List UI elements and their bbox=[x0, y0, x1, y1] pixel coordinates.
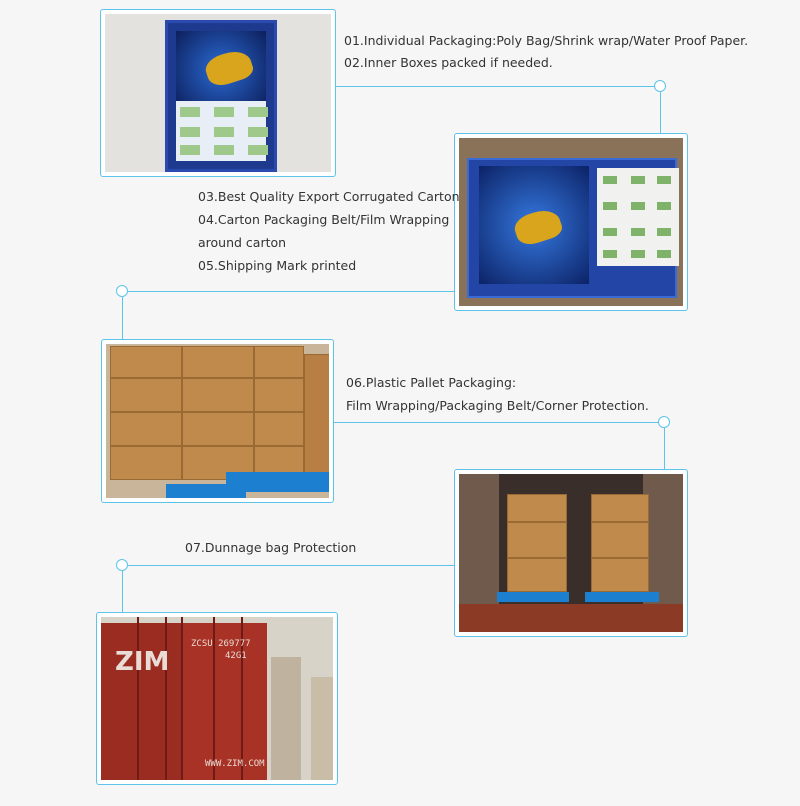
connector-dot bbox=[116, 285, 128, 297]
zim-container-image bbox=[101, 617, 333, 780]
container-code: ZCSU 269777 bbox=[191, 639, 251, 649]
step-04-text: 04.Carton Packaging Belt/Film Wrapping bbox=[198, 212, 450, 227]
step-06-text: 06.Plastic Pallet Packaging: bbox=[346, 375, 517, 390]
container-code-type: 42G1 bbox=[225, 651, 247, 661]
cartons-image bbox=[106, 344, 329, 498]
connector-line bbox=[336, 86, 654, 87]
connector-line bbox=[664, 428, 665, 470]
photo-shipping-container bbox=[96, 612, 338, 785]
photo-inner-box bbox=[454, 133, 688, 311]
boxed-calendar-image bbox=[459, 138, 683, 306]
photo-individual-packaging bbox=[100, 9, 336, 177]
photo-container-loading bbox=[454, 469, 688, 637]
step-04-text-cont: around carton bbox=[198, 235, 287, 250]
connector-dot bbox=[116, 559, 128, 571]
step-06-text-cont: Film Wrapping/Packaging Belt/Corner Protection. bbox=[346, 398, 649, 413]
connector-line bbox=[122, 297, 123, 340]
step-02-text: 02.Inner Boxes packed if needed. bbox=[344, 55, 553, 70]
step-03-text: 03.Best Quality Export Corrugated Carton bbox=[198, 189, 460, 204]
container-website: WWW.ZIM.COM bbox=[205, 759, 265, 769]
container-interior-image bbox=[459, 474, 683, 632]
connector-dot bbox=[658, 416, 670, 428]
connector-dot bbox=[654, 80, 666, 92]
step-07-text: 07.Dunnage bag Protection bbox=[185, 540, 357, 555]
connector-line bbox=[660, 92, 661, 134]
connector-line bbox=[334, 422, 658, 423]
step-01-text: 01.Individual Packaging:Poly Bag/Shrink wrap/Water Proof Paper. bbox=[344, 33, 749, 48]
connector-line bbox=[128, 291, 454, 292]
photo-pallet-packaging bbox=[101, 339, 334, 503]
calendar-image bbox=[165, 20, 277, 172]
container-logo: ZIM bbox=[115, 647, 170, 677]
connector-line bbox=[122, 571, 123, 613]
step-05-text: 05.Shipping Mark printed bbox=[198, 258, 357, 273]
connector-line bbox=[128, 565, 454, 566]
